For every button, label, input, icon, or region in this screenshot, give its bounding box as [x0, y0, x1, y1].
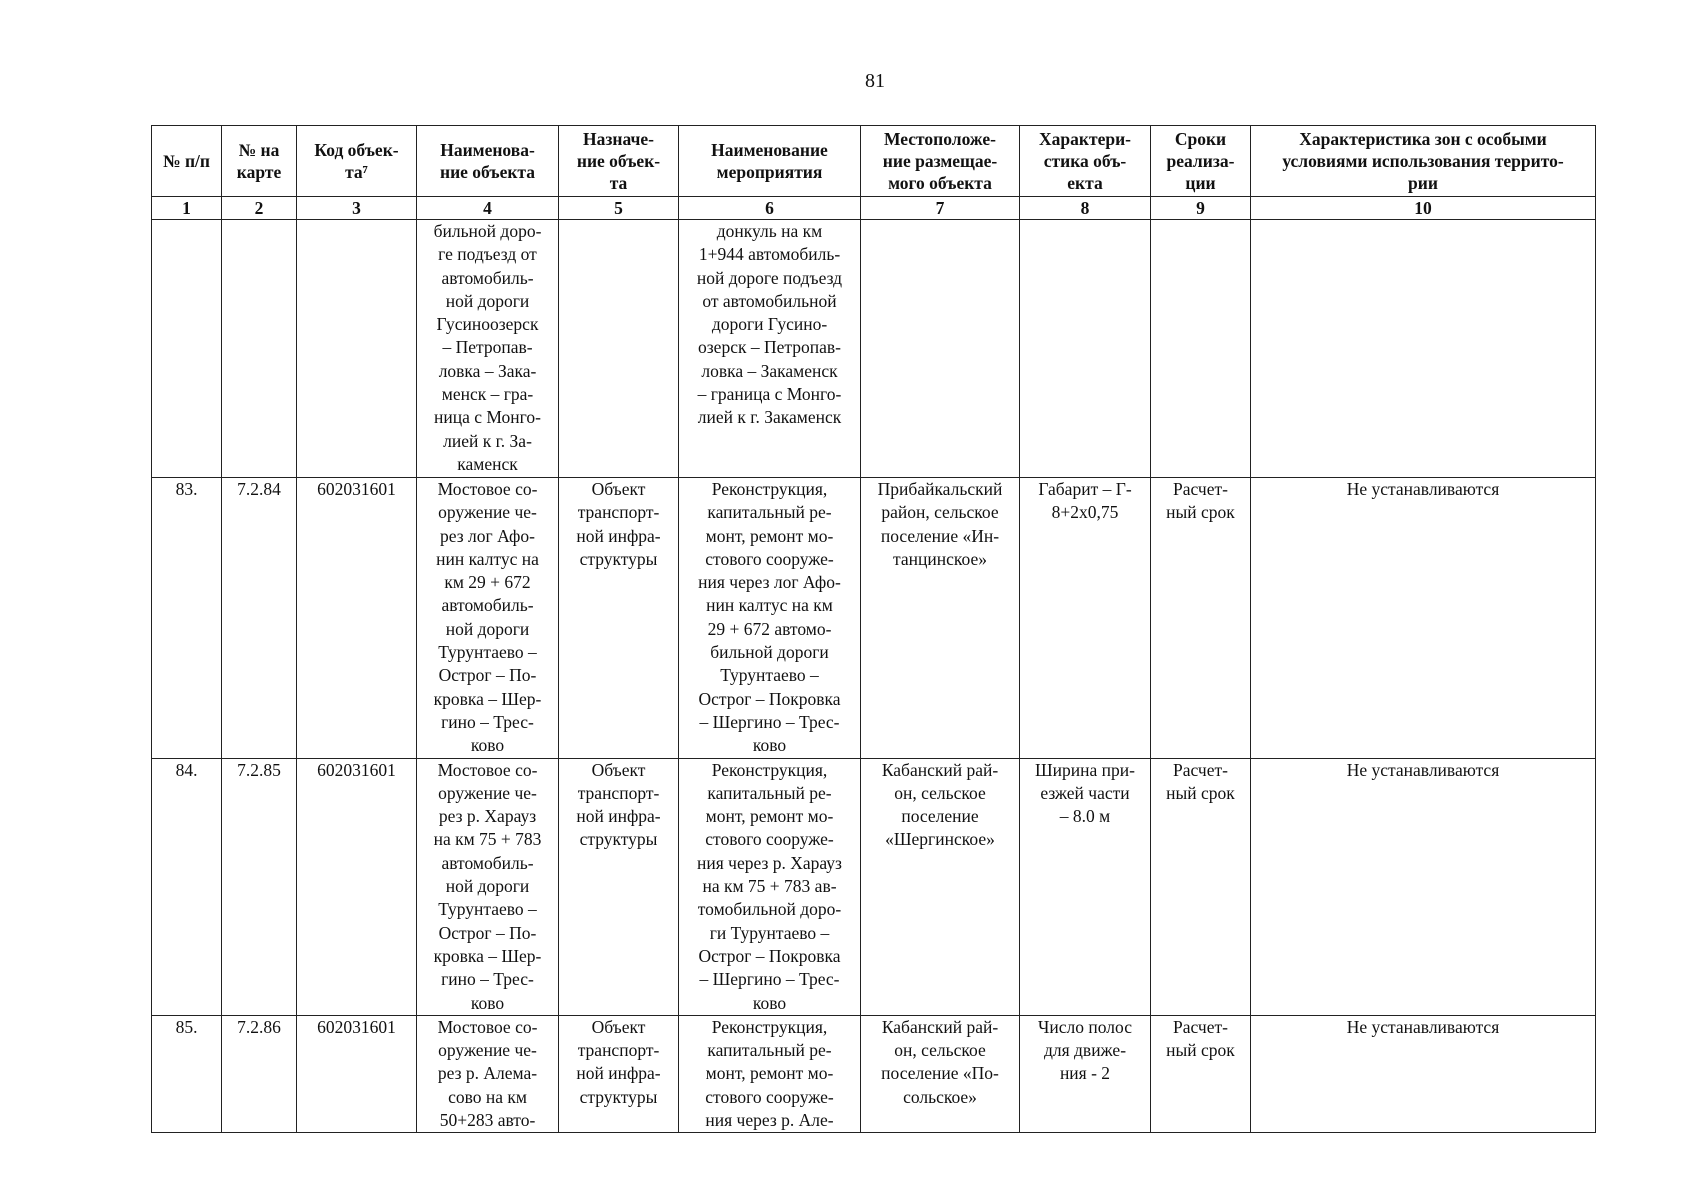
cell-term: Расчет- ный срок — [1151, 1015, 1251, 1132]
header-cell-term: Сроки реализа- ции — [1151, 126, 1251, 197]
cell-purpose — [559, 220, 679, 478]
cell-location — [861, 220, 1020, 478]
cell-map-number: 7.2.86 — [222, 1015, 297, 1132]
cell-zones: Не устанавливаются — [1251, 478, 1596, 759]
table-row — [152, 1015, 1596, 1132]
cell-object-code — [297, 220, 417, 478]
cell-object-code: 602031601 — [297, 478, 417, 759]
column-number: 4 — [417, 197, 559, 220]
cell-measure: донкуль на км 1+944 автомобиль- ной дороге подъезд от автомобильной дороги Гусино- озерск – Петропав- ловка – Закаменск – граница с Монго- лией к г. Закаменск — [679, 220, 861, 478]
cell-measure: Реконструкция, капитальный ре- монт, ремонт мо- стового сооруже- ния через р. Харауз на км 75 + 783 ав- томобильной доро- ги Турунтаево – Острог – Покровка – Шергино – Трес- ково — [679, 758, 861, 1015]
cell-purpose: Объект транспорт- ной инфра- структуры — [559, 478, 679, 759]
cell-characteristic — [1020, 220, 1151, 478]
header-cell-location: Местоположе- ние размещае- мого объекта — [861, 126, 1020, 197]
cell-location: Кабанский рай- он, сельское поселение «По- сольское» — [861, 1015, 1020, 1132]
cell-location: Прибайкальский район, сельское поселение «Ин- танцинское» — [861, 478, 1020, 759]
cell-object-name: Мостовое со- оружение че- рез лог Афо- нин калтус на км 29 + 672 автомобиль- ной дороги Турунтаево – Острог – По- кровка – Шер- гино – Трес- ково — [417, 478, 559, 759]
cell-measure: Реконструкция, капитальный ре- монт, ремонт мо- стового сооруже- ния через лог Афо- нин калтус на км 29 + 672 автомо- бильной дороги Турунтаево – Острог – Покровка – Шергино – Трес- ково — [679, 478, 861, 759]
header-cell-characteristic: Характери- стика объ- екта — [1020, 126, 1151, 197]
table-row — [152, 220, 1596, 478]
cell-map-number — [222, 220, 297, 478]
cell-num: 83. — [152, 478, 222, 759]
column-number: 5 — [559, 197, 679, 220]
cell-location: Кабанский рай- он, сельское поселение «Шергинское» — [861, 758, 1020, 1015]
cell-zones — [1251, 220, 1596, 478]
column-number: 8 — [1020, 197, 1151, 220]
cell-object-code: 602031601 — [297, 758, 417, 1015]
header-cell-name: Наименова- ние объекта — [417, 126, 559, 197]
cell-characteristic: Число полос для движе- ния - 2 — [1020, 1015, 1151, 1132]
cell-zones: Не устанавливаются — [1251, 758, 1596, 1015]
cell-map-number: 7.2.85 — [222, 758, 297, 1015]
header-cell-code: Код объек- та⁷ — [297, 126, 417, 197]
cell-num: 84. — [152, 758, 222, 1015]
column-number: 1 — [152, 197, 222, 220]
page-number: 81 — [865, 70, 885, 92]
objects-table — [151, 125, 1596, 1133]
cell-object-code: 602031601 — [297, 1015, 417, 1132]
column-number: 3 — [297, 197, 417, 220]
table-row — [152, 758, 1596, 1015]
header-row — [152, 126, 1596, 197]
header-cell-map: № на карте — [222, 126, 297, 197]
cell-object-name: бильной доро- ге подъезд от автомобиль- ной дороги Гусиноозерск – Петропав- ловка – Зака- менск – гра- ница с Монго- лией к г. За- каменск — [417, 220, 559, 478]
header-cell-purpose: Назначе- ние объек- та — [559, 126, 679, 197]
cell-term: Расчет- ный срок — [1151, 478, 1251, 759]
cell-num — [152, 220, 222, 478]
cell-term — [1151, 220, 1251, 478]
header-cell-num: № п/п — [152, 126, 222, 197]
cell-map-number: 7.2.84 — [222, 478, 297, 759]
cell-characteristic: Ширина при- езжей части – 8.0 м — [1020, 758, 1151, 1015]
table-row — [152, 478, 1596, 759]
header-cell-zones: Характеристика зон с особыми условиями использования террито- рии — [1251, 126, 1596, 197]
cell-zones: Не устанавливаются — [1251, 1015, 1596, 1132]
cell-characteristic: Габарит – Г- 8+2х0,75 — [1020, 478, 1151, 759]
column-number-row — [152, 197, 1596, 220]
column-number: 2 — [222, 197, 297, 220]
cell-purpose: Объект транспорт- ной инфра- структуры — [559, 1015, 679, 1132]
cell-object-name: Мостовое со- оружение че- рез р. Алема- сово на км 50+283 авто- — [417, 1015, 559, 1132]
column-number: 9 — [1151, 197, 1251, 220]
cell-num: 85. — [152, 1015, 222, 1132]
cell-measure: Реконструкция, капитальный ре- монт, ремонт мо- стового сооруже- ния через р. Але- — [679, 1015, 861, 1132]
column-number: 6 — [679, 197, 861, 220]
cell-term: Расчет- ный срок — [1151, 758, 1251, 1015]
cell-purpose: Объект транспорт- ной инфра- структуры — [559, 758, 679, 1015]
cell-object-name: Мостовое со- оружение че- рез р. Харауз на км 75 + 783 автомобиль- ной дороги Турунтаево – Острог – По- кровка – Шер- гино – Трес- ково — [417, 758, 559, 1015]
column-number: 7 — [861, 197, 1020, 220]
header-cell-measure: Наименование мероприятия — [679, 126, 861, 197]
column-number: 10 — [1251, 197, 1596, 220]
